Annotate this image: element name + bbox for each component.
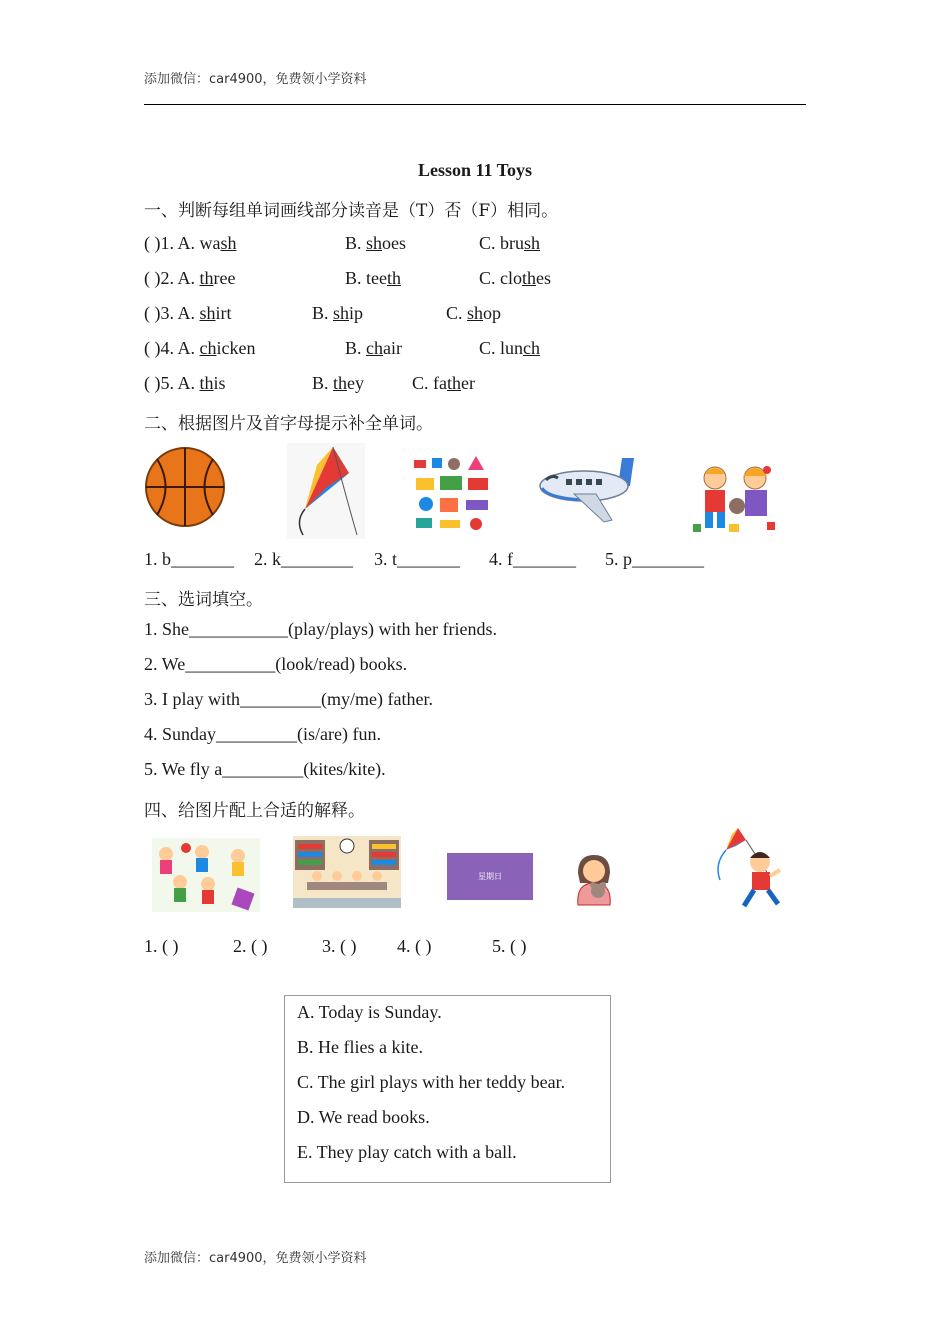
- match-answer-5[interactable]: 5. ( ): [492, 936, 527, 956]
- boy-kite-picture: [710, 826, 786, 912]
- question-number: ( )1. A.: [144, 233, 200, 253]
- toys-image: [410, 454, 492, 534]
- word-part: er: [461, 373, 475, 393]
- question-number: ( )4. A.: [144, 338, 200, 358]
- underlined-letters: th: [199, 373, 214, 393]
- fill-blank-sentence-2[interactable]: 2. We__________(look/read) books.: [144, 654, 408, 674]
- word-blank-4[interactable]: 4. f_______: [489, 549, 576, 569]
- question-3-option-c: [446, 303, 501, 324]
- word-part: wa: [199, 233, 221, 253]
- word-part: ey: [347, 373, 365, 393]
- match-answer-4[interactable]: 4. ( ): [397, 936, 432, 956]
- option-label: B.: [345, 268, 367, 288]
- option-e: E. They play catch with a ball.: [297, 1142, 517, 1162]
- section4-heading: 四、给图片配上合适的解释。: [144, 801, 365, 821]
- girl-teddy-bear-picture: [572, 853, 618, 907]
- option-label: C.: [412, 373, 434, 393]
- word-part: fa: [433, 373, 447, 393]
- section1-heading: 一、判断每组单词画线部分读音是（T）否（F）相同。: [144, 201, 559, 221]
- question-1-option-b: [345, 233, 406, 254]
- question-4-option-b: [345, 338, 402, 359]
- option-b: B. He flies a kite.: [297, 1037, 423, 1057]
- basketball-image: [144, 446, 226, 528]
- word-part: op: [483, 303, 502, 323]
- question-2-option-b: [345, 268, 401, 289]
- page-title: Lesson 11 Toys: [417, 160, 533, 180]
- library-picture: [293, 836, 401, 908]
- word-blank-2[interactable]: 2. k________: [254, 549, 353, 569]
- word-part: lun: [500, 338, 524, 358]
- option-c: C. The girl plays with her teddy bear.: [297, 1072, 566, 1092]
- options-box: [284, 995, 611, 1183]
- underlined-letters: sh: [366, 233, 383, 253]
- word-part: air: [383, 338, 402, 358]
- fill-blank-sentence-3[interactable]: 3. I play with_________(my/me) father.: [144, 689, 433, 709]
- word-part: tee: [366, 268, 387, 288]
- underlined-letters: sh: [220, 233, 237, 253]
- sunday-sign-picture: [447, 853, 533, 900]
- word-blank-1[interactable]: 1. b_______: [144, 549, 234, 569]
- match-answer-3[interactable]: 3. ( ): [322, 936, 357, 956]
- underlined-letters: sh: [467, 303, 484, 323]
- question-number: ( )3. A.: [144, 303, 200, 323]
- header-divider: [144, 104, 806, 105]
- word-part: clo: [500, 268, 523, 288]
- word-part: es: [536, 268, 552, 288]
- airplane-image: [538, 454, 638, 524]
- option-d: D. We read books.: [297, 1107, 430, 1127]
- word-part: oes: [382, 233, 407, 253]
- question-number: ( )2. A.: [144, 268, 200, 288]
- footer-watermark: 添加微信：car4900，免费领小学资料: [144, 1251, 367, 1266]
- underlined-letters: th: [447, 373, 462, 393]
- fill-blank-sentence-5[interactable]: 5. We fly a_________(kites/kite).: [144, 759, 386, 779]
- question-4-option-c: [479, 338, 540, 359]
- word-part: bru: [500, 233, 525, 253]
- underlined-letters: ch: [199, 338, 217, 358]
- header-watermark: 添加微信：car4900，免费领小学资料: [144, 72, 367, 87]
- question-2-option-c: [479, 268, 551, 289]
- option-label: C.: [479, 233, 501, 253]
- kite-image: [287, 443, 365, 539]
- question-3-option-a: [144, 303, 232, 324]
- word-part: ree: [213, 268, 236, 288]
- children-playing-image: [693, 460, 777, 536]
- match-answer-1[interactable]: 1. ( ): [144, 936, 179, 956]
- underlined-letters: th: [522, 268, 537, 288]
- option-label: C.: [479, 268, 501, 288]
- underlined-letters: sh: [524, 233, 541, 253]
- section2-heading: 二、根据图片及首字母提示补全单词。: [144, 414, 433, 434]
- word-part: icken: [216, 338, 256, 358]
- question-3-option-b: [312, 303, 363, 324]
- question-5-option-b: [312, 373, 364, 394]
- option-label: C.: [446, 303, 468, 323]
- question-1-option-c: [479, 233, 540, 254]
- underlined-letters: th: [199, 268, 214, 288]
- question-2-option-a: [144, 268, 236, 289]
- underlined-letters: sh: [199, 303, 216, 323]
- ball-game-picture: [152, 838, 260, 912]
- option-label: B.: [312, 373, 334, 393]
- question-4-option-a: [144, 338, 255, 359]
- question-5-option-c: [412, 373, 475, 394]
- option-label: B.: [345, 233, 367, 253]
- option-a: A. Today is Sunday.: [297, 1002, 442, 1022]
- word-part: irt: [215, 303, 232, 323]
- fill-blank-sentence-1[interactable]: 1. She___________(play/plays) with her friends.: [144, 619, 497, 639]
- word-blank-3[interactable]: 3. t_______: [374, 549, 461, 569]
- question-5-option-a: [144, 373, 226, 394]
- question-1-option-a: [144, 233, 237, 254]
- underlined-letters: ch: [523, 338, 541, 358]
- option-label: B.: [345, 338, 367, 358]
- match-answer-2[interactable]: 2. ( ): [233, 936, 268, 956]
- question-number: ( )5. A.: [144, 373, 200, 393]
- word-part: is: [213, 373, 226, 393]
- option-label: B.: [312, 303, 334, 323]
- section3-heading: 三、选词填空。: [144, 590, 263, 610]
- underlined-letters: th: [387, 268, 402, 288]
- fill-blank-sentence-4[interactable]: 4. Sunday_________(is/are) fun.: [144, 724, 381, 744]
- underlined-letters: ch: [366, 338, 384, 358]
- underlined-letters: sh: [333, 303, 350, 323]
- word-part: ip: [349, 303, 364, 323]
- option-label: C.: [479, 338, 501, 358]
- word-blank-5[interactable]: 5. p________: [605, 549, 704, 569]
- sunday-sign-text: 星期日: [478, 872, 502, 881]
- underlined-letters: th: [333, 373, 348, 393]
